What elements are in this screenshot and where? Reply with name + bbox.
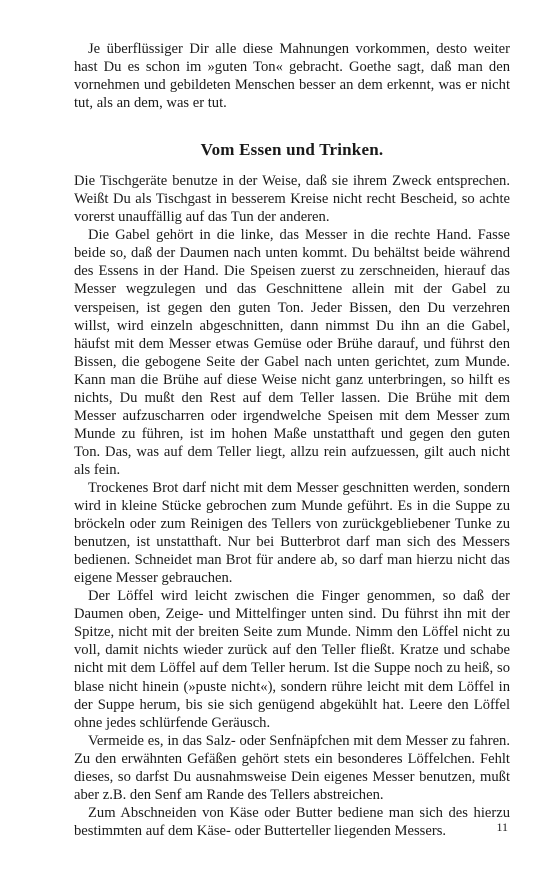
body-paragraph-3: Trockenes Brot darf nicht mit dem Messer geschnitten werden, sondern wird in kleine Stücke gebrochen zum Munde geführt. Es in die Suppe zu bröckeln oder zum Reinigen des Tellers von zurückgebliebener Tunke zu benutzen, ist unstatthaft. Nur bei Butterbrot darf man sich des Messers bedienen. Schneidet man Brot für andere ab, so darf man hierzu nicht das eigene Messer gebrauchen.	[74, 479, 510, 587]
body-paragraph-4: Der Löffel wird leicht zwischen die Finger genommen, so daß der Daumen oben, Zeige- und Mittelfinger unten sind. Du führst ihn mit der Spitze, nicht mit der breiten Seite zum Munde. Nimm den Löffel nicht zu voll, damit nichts wieder zurück auf den Teller fließt. Kratze und schabe nicht mit dem Löffel auf dem Teller herum. Ist die Suppe noch zu heiß, so blase nicht hinein (»puste nicht«), sondern rühre leicht mit dem Löffel in der Suppe herum, bis sie sich genügend abgekühlt hat. Leere den Löffel ohne jedes schlürfende Geräusch.	[74, 588, 510, 731]
intro-paragraph: Je überflüssiger Dir alle diese Mahnungen vorkommen, desto weiter hast Du es schon im »guten Ton« gebracht. Goethe sagt, daß man den vornehmen und gebildeten Menschen besser an dem erkennt, was er nicht tut, als an dem, was er tut.	[74, 41, 510, 112]
body-paragraph-2: Die Gabel gehört in die linke, das Messer in die rechte Hand. Fasse beide so, daß der Daumen nach unten kommt. Du behältst beide während des Essens in der Hand. Die Speisen zuerst zu zerschneiden, hierauf das Messer wegzulegen und das Geschnittene allein mit der Gabel zu verspeisen, ist gegen den guten Ton. Jeder Bissen, den Du verzehren willst, wird einzeln abgeschnitten, dann nimmst Du ihn an die Gabel, häufst mit dem Messer etwas Gemüse oder Brühe darauf, und führst den Bissen, die gebogene Seite der Gabel nach unten gerichtet, zum Munde. Kann man die Brühe auf diese Weise nicht ganz unterbringen, so hilft es nichts, Du mußt den Rest auf dem Teller lassen. Die Brühe mit dem Messer aufzuscharren oder irgendwelche Speisen mit dem Messer zum Munde zu führen, ist im hohen Maße unstatthaft und gegen den guten Ton. Das, was auf dem Teller liegt, allzu rein aufzuessen, gilt auch nicht als fein.	[74, 227, 510, 478]
body-paragraph-5: Vermeide es, in das Salz- oder Senfnäpfchen mit dem Messer zu fahren. Zu den erwähnten Gefäßen gehört stets ein besonderes Löffelchen. Fehlt dieses, so darfst Du ausnahmsweise Dein eigenes Messer benutzen, mußt aber z.B. den Senf am Rande des Tellers abstreichen.	[74, 732, 510, 803]
body-paragraph-1: Die Tischgeräte benutze in der Weise, daß sie ihrem Zweck entsprechen. Weißt Du als Tischgast in besserem Kreise nicht recht Bescheid, so achte vorerst unauffällig auf das Tun der anderen.	[74, 173, 510, 226]
body-paragraph-6: Zum Abschneiden von Käse oder Butter bediene man sich des hierzu bestimmten auf dem Käse- oder Butterteller liegenden Messers.	[74, 804, 510, 839]
section-heading: Vom Essen und Trinken.	[200, 140, 384, 160]
page-number: 11	[496, 820, 508, 834]
book-page	[74, 40, 510, 840]
